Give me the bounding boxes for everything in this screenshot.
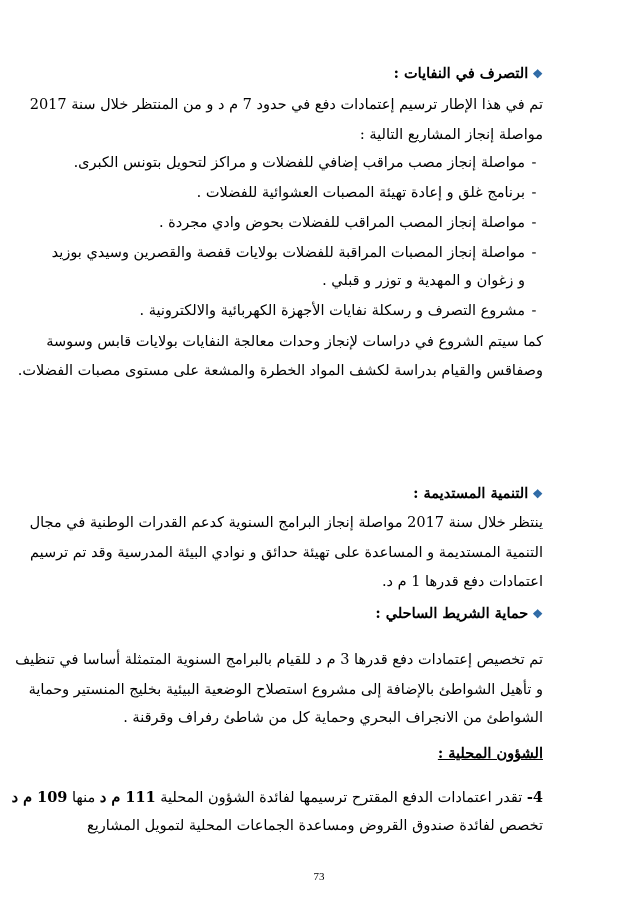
- paragraph-line: التنمية المستديمة و المساعدة على تهيئة حدائق و نوادي البيئة المدرسية وقد تم ترسيم: [29, 545, 543, 561]
- amount-value: 109 م د: [11, 789, 68, 806]
- dash-bullet: -: [531, 155, 537, 171]
- paragraph-text: منها: [72, 790, 96, 806]
- paragraph-line: تخصص لفائدة صندوق القروض ومساعدة الجماعات المحلية لتمويل المشاريع: [87, 818, 543, 834]
- paragraph-line: الشواطئ من الانجراف البحري وحماية كل من شاطئ رفراف وقرقنة .: [123, 710, 543, 726]
- paragraph-text: تقدر اعتمادات الدفع المقترح ترسيمها لفائدة الشؤون المحلية: [160, 790, 523, 806]
- list-item: [95, 213, 543, 233]
- list-item-text: مواصلة إنجاز مصب مراقب إضافي للفضلات و مراكز لتحويل بتونس الكبرى.: [73, 155, 525, 171]
- heading-sustainable-development: [95, 484, 543, 504]
- list-item-text: مشروع التصرف و رسكلة نفايات الأجهزة الكهربائية والالكترونية .: [139, 303, 525, 319]
- paragraph-line: اعتمادات دفع قدرها 1 م د.: [381, 574, 543, 590]
- paragraph-line: تم في هذا الإطار ترسيم إعتمادات دفع في حدود 7 م د و من المنتظر خلال سنة 2017: [29, 97, 543, 113]
- dash-bullet: -: [531, 303, 537, 319]
- diamond-bullet-icon: ❖: [532, 67, 543, 81]
- dash-bullet: -: [531, 215, 537, 231]
- list-item-continuation: [95, 271, 543, 291]
- diamond-bullet-icon: ❖: [532, 487, 543, 501]
- heading-local-affairs: [95, 744, 543, 764]
- list-item-text: و زغوان و المهدية و توزر و قبلي .: [322, 273, 525, 289]
- heading-waste-management: [95, 64, 543, 84]
- paragraph-line: مواصلة إنجاز المشاريع التالية :: [359, 127, 543, 143]
- paragraph-line: وصفاقس والقيام بدراسة لكشف المواد الخطرة والمشعة على مستوى مصبات الفضلات.: [17, 363, 543, 379]
- item-number: 4-: [526, 789, 543, 806]
- heading-text: التصرف في النفايات :: [393, 65, 529, 82]
- paragraph-line: تم تخصيص إعتمادات دفع قدرها 3 م د للقيام بالبرامج السنوية المتمثلة أساسا في تنظيف: [15, 652, 543, 668]
- dash-bullet: -: [531, 245, 537, 261]
- paragraph-line: ينتظر خلال سنة 2017 مواصلة إنجاز البرامج السنوية كدعم القدرات الوطنية في مجال: [29, 515, 543, 531]
- heading-coastal-protection: [95, 604, 543, 624]
- heading-text: التنمية المستديمة :: [413, 485, 529, 502]
- amount-value: 111 م د: [99, 789, 156, 806]
- paragraph-line: و تأهيل الشواطئ بالإضافة إلى مشروع استصلاح الوضعية البيئية بخليج المنستير وحماية: [28, 682, 543, 698]
- heading-text: الشؤون المحلية :: [437, 745, 543, 762]
- paragraph-line: كما سيتم الشروع في دراسات لإنجاز وحدات معالجة النفايات بولايات قابس وسوسة: [46, 334, 543, 350]
- list-item: [95, 183, 543, 203]
- list-item: [51, 243, 543, 263]
- paragraph-line: [11, 788, 543, 808]
- list-item: [95, 301, 543, 321]
- page-number: 73: [313, 871, 325, 883]
- list-item: [73, 153, 543, 173]
- dash-bullet: -: [531, 185, 537, 201]
- list-item-text: مواصلة إنجاز المصبات المراقبة للفضلات بولايات قفصة والقصرين وسيدي بوزيد: [51, 245, 525, 261]
- diamond-bullet-icon: ❖: [532, 607, 543, 621]
- list-item-text: برنامج غلق و إعادة تهيئة المصبات العشوائية للفضلات .: [196, 185, 525, 201]
- list-item-text: مواصلة إنجاز المصب المراقب للفضلات بحوض وادي مجردة .: [158, 215, 525, 231]
- heading-text: حماية الشريط الساحلي :: [375, 605, 529, 622]
